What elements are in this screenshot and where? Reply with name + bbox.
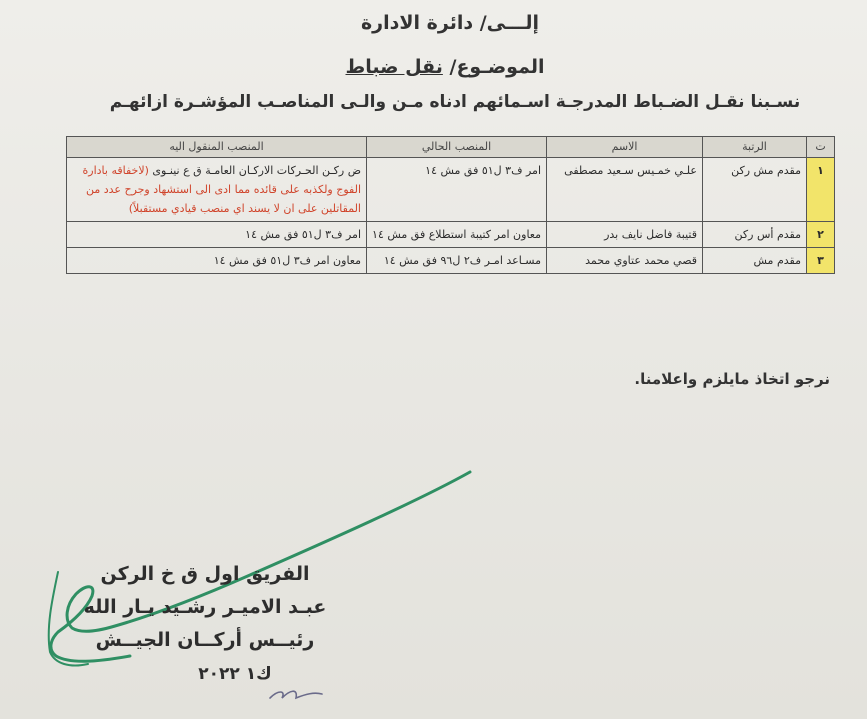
row-current-position: امر ف٣ ل٥١ فق مش ١٤ <box>367 158 547 222</box>
new-position-text: معاون امر ف٣ ل٥١ فق مش ١٤ <box>213 254 361 267</box>
row-name: قتيبة فاضل نايف بدر <box>547 222 703 248</box>
signatory-title: الفريق اول ق خ الركن <box>100 563 310 585</box>
row-rank: مقدم مش <box>703 248 807 274</box>
request-line: نسـبنا نقـل الضـباط المدرجـة اسـمائهم ادناه مـن والـى المناصـب المؤشـرة ازائهـم <box>109 92 801 112</box>
row-name: قصي محمد عتاوي محمد <box>547 248 703 274</box>
signature-date: ك١ ٢٠٢٢ <box>198 664 272 684</box>
closing-request: نرجو اتخاذ مايلزم واعلامنا. <box>634 370 830 388</box>
signature-block <box>60 558 350 657</box>
row-rank: مقدم أس ركن <box>703 222 807 248</box>
row-current-position: مسـاعد امـر ف٢ ل٩٦ فق مش ١٤ <box>367 248 547 274</box>
to-value: دائرة الادارة <box>360 12 474 34</box>
row-number: ٢ <box>807 222 835 248</box>
new-position-reason: (لاخفاقه بادارة الفوج ولكذبه على قائده مما ادى الى استشهاد وجرح عدد من المقاتلين على ان لا يسند اي منصب قيادي مستقبلاً) <box>82 164 361 215</box>
row-current-position: معاون امر كتيبة استطلاع فق مش ١٤ <box>367 222 547 248</box>
to-label: إلـــى/ <box>479 12 540 34</box>
date-scribble <box>270 691 322 698</box>
signatory-name: عبـد الاميـر رشـيد يـار الله <box>83 596 327 618</box>
row-number: ١ <box>807 158 835 222</box>
row-number: ٣ <box>807 248 835 274</box>
col-header-current-position: المنصب الحالي <box>367 137 547 158</box>
col-header-rank: الرتبة <box>703 137 807 158</box>
col-header-new-position: المنصب المنقول اليه <box>67 137 367 158</box>
new-position-text: امر ف٣ ل٥١ فق مش ١٤ <box>245 228 361 241</box>
row-rank: مقدم مش ركن <box>703 158 807 222</box>
col-header-name: الاسم <box>547 137 703 158</box>
row-name: علـي خمـيس سـعيد مصطفى <box>547 158 703 222</box>
signatory-position: رئيــس أركــان الجيــش <box>95 629 315 651</box>
subject-value: نقل ضباط <box>345 56 443 78</box>
col-header-number: ت <box>807 137 835 158</box>
subject-label: الموضـوع/ <box>449 56 545 78</box>
new-position-text: ض ركـن الحـركات الاركـان العامـة ق ع نينـوى <box>152 164 361 177</box>
